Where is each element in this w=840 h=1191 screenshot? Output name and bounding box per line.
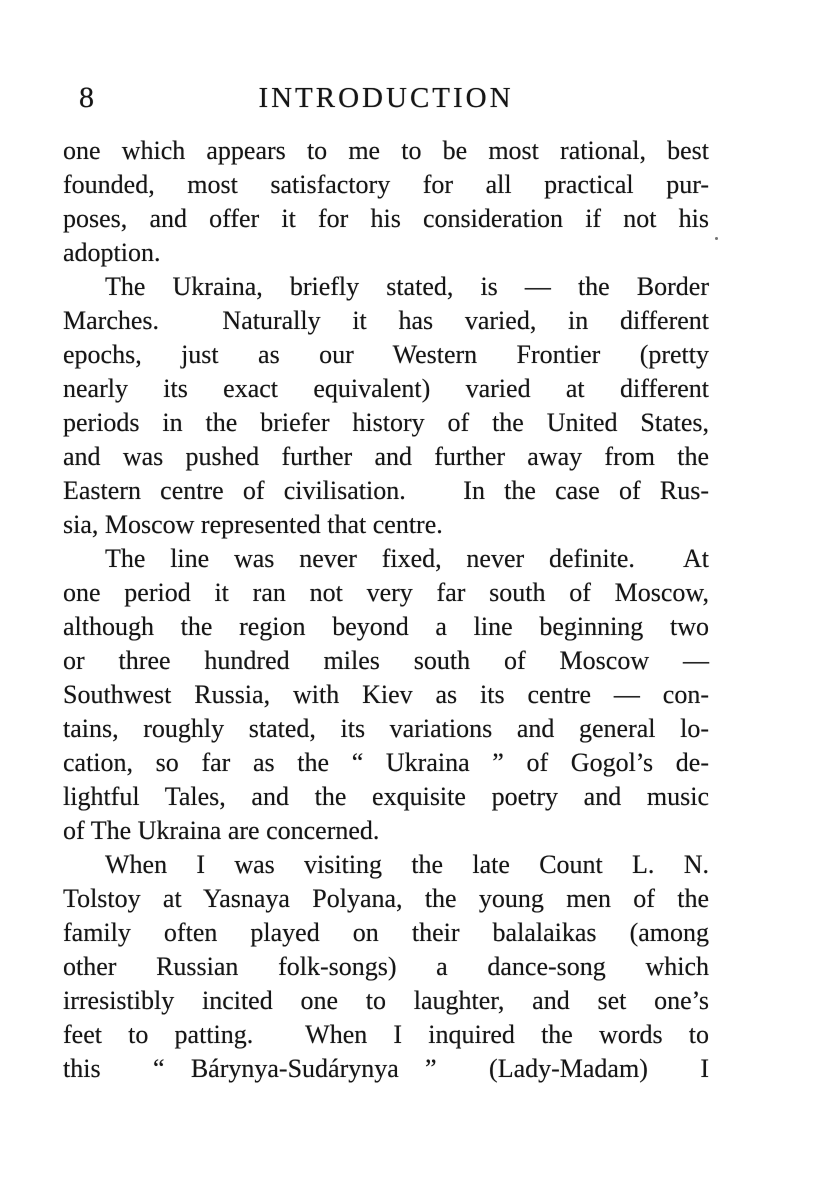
text-line: epochs, just as our Western Frontier (pretty — [63, 340, 709, 369]
text-line: other Russian folk-songs) a dance-song which — [63, 952, 709, 981]
text-line: this “ Bárynya-Sudárynya ” (Lady-Madam) I — [63, 1054, 709, 1083]
text-line: When I was visiting the late Count L. N. — [105, 850, 709, 879]
text-line: poses, and offer it for his consideration if not his — [63, 204, 709, 233]
text-line: irresistibly incited one to laughter, and set one’s — [63, 986, 709, 1015]
text-line: tains, roughly stated, its variations and general lo- — [63, 714, 709, 743]
scan-artifact-dot — [715, 237, 718, 240]
text-line: one period it ran not very far south of Moscow, — [63, 578, 709, 607]
text-block — [63, 134, 709, 1086]
text-line: and was pushed further and further away from the — [63, 442, 709, 471]
text-line: one which appears to me to be most rational, best — [63, 136, 709, 165]
text-line: nearly its exact equivalent) varied at different — [63, 374, 709, 403]
text-line: periods in the briefer history of the United States, — [63, 408, 709, 437]
page-header — [63, 80, 709, 120]
text-line: founded, most satisfactory for all practical pur- — [63, 170, 709, 199]
page-title: INTRODUCTION — [258, 82, 514, 114]
text-line: The Ukraina, briefly stated, is — the Border — [105, 272, 709, 301]
text-line: of The Ukraina are concerned. — [63, 816, 380, 845]
text-line: although the region beyond a line beginning two — [63, 612, 709, 641]
text-line: The line was never fixed, never definite. At — [105, 544, 709, 573]
text-line: sia, Moscow represented that centre. — [63, 510, 443, 539]
text-line: feet to patting. When I inquired the words to — [63, 1020, 709, 1049]
text-line: cation, so far as the “ Ukraina ” of Gogol’s de- — [63, 748, 709, 777]
text-line: or three hundred miles south of Moscow — — [63, 646, 709, 675]
text-line: Southwest Russia, with Kiev as its centre — con- — [63, 680, 709, 709]
text-line: Tolstoy at Yasnaya Polyana, the young men of the — [63, 884, 709, 913]
page-number: 8 — [79, 81, 94, 114]
text-line: adoption. — [63, 238, 161, 267]
text-line: lightful Tales, and the exquisite poetry and music — [63, 782, 709, 811]
text-line: family often played on their balalaikas (among — [63, 918, 709, 947]
text-line: Marches. Naturally it has varied, in different — [63, 306, 709, 335]
text-line: Eastern centre of civilisation. In the case of Rus- — [63, 476, 709, 505]
